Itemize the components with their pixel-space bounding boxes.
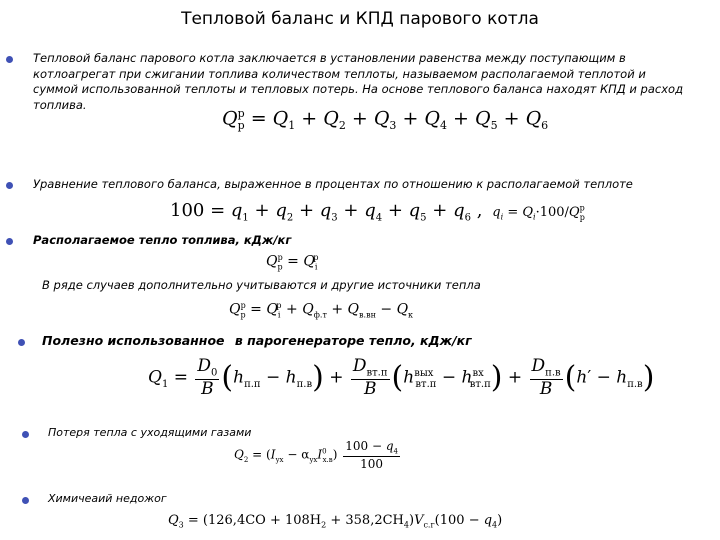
formula-heat-balance: $Q_р^р = Q_1 + Q_2 + Q_3 + Q_4 + Q_5 + Q_6$	[222, 107, 549, 133]
formula-flue-gas-loss: $Q_2 = (I_{ух} - \alpha_{ух}I^0_{х.в})$ $\frac{100 - q_4}{100}$	[234, 439, 398, 472]
paragraph-flue-gas-loss: Потеря тепла с уходящими газами	[48, 426, 252, 439]
formula-other-sources: $Q_р^р = Q_i^р + Q_{ф.т} + Q_{в.вн} - Q_к$	[229, 301, 414, 320]
paragraph-other-sources: В ряде случаев дополнительно учитываются и другие источники тепла	[42, 278, 481, 292]
bullet-dot-icon	[22, 431, 29, 438]
formula-useful-heat: $Q_1$ = $\frac{D_0}{B}$ $(h_{п.п} - h_{п.в})$ + $\frac{D_{вт.п}}{B}$ $(h^{вых}_{вт.п} - h^{вх}_{вт.п})$ + $\frac{D_{п.в}}{B}$ $(h' - h_{п.в})$	[148, 356, 655, 400]
paragraph-available-heat: Располагаемое тепло топлива, кДж/кг	[33, 233, 292, 247]
slide-title: Тепловой баланс и КПД парового котла	[181, 9, 539, 29]
paragraph-percent-equation: Уравнение теплового баланса, выраженное в процентах по отношению к располагаемой теплоте	[33, 177, 633, 191]
bullet-dot-icon	[18, 339, 25, 346]
bullet-dot-icon	[6, 182, 13, 189]
formula-available-heat: $Q_р^р = Q_i^р$	[266, 253, 319, 272]
bullet-dot-icon	[22, 497, 29, 504]
formula-chemical-underburning: $Q_3 = (126,4CO + 108H_2 + 358,2CH_4)V_{с.г}(100 - q_4)$	[168, 513, 503, 530]
paragraph-useful-heat	[42, 333, 472, 349]
paragraph-chemical-underburning: Химичеаий недожог	[48, 492, 167, 505]
useful-heat-label-tail: в парогенераторе тепло, кДж/кг	[234, 333, 472, 348]
bullet-dot-icon	[6, 56, 13, 63]
bullet-dot-icon	[6, 238, 13, 245]
formula-percent-balance: $100 = q_1 + q_2 + q_3 + q_4 + q_5 + q_6$ , $q_i = Q_i\cdot 100/Q^р_р$	[170, 200, 585, 224]
useful-heat-label: Полезно использованное	[42, 333, 225, 348]
paragraph-heat-balance: Тепловой баланс парового котла заключается в установлении равенства между поступающим в котлоагрегат при сжигании топлива количеством теплоты, называемом располагаемой теплотой и суммой использованной теплоты и тепловых потерь. На основе теплового баланса находят КПД и расход топлива.	[33, 51, 684, 112]
